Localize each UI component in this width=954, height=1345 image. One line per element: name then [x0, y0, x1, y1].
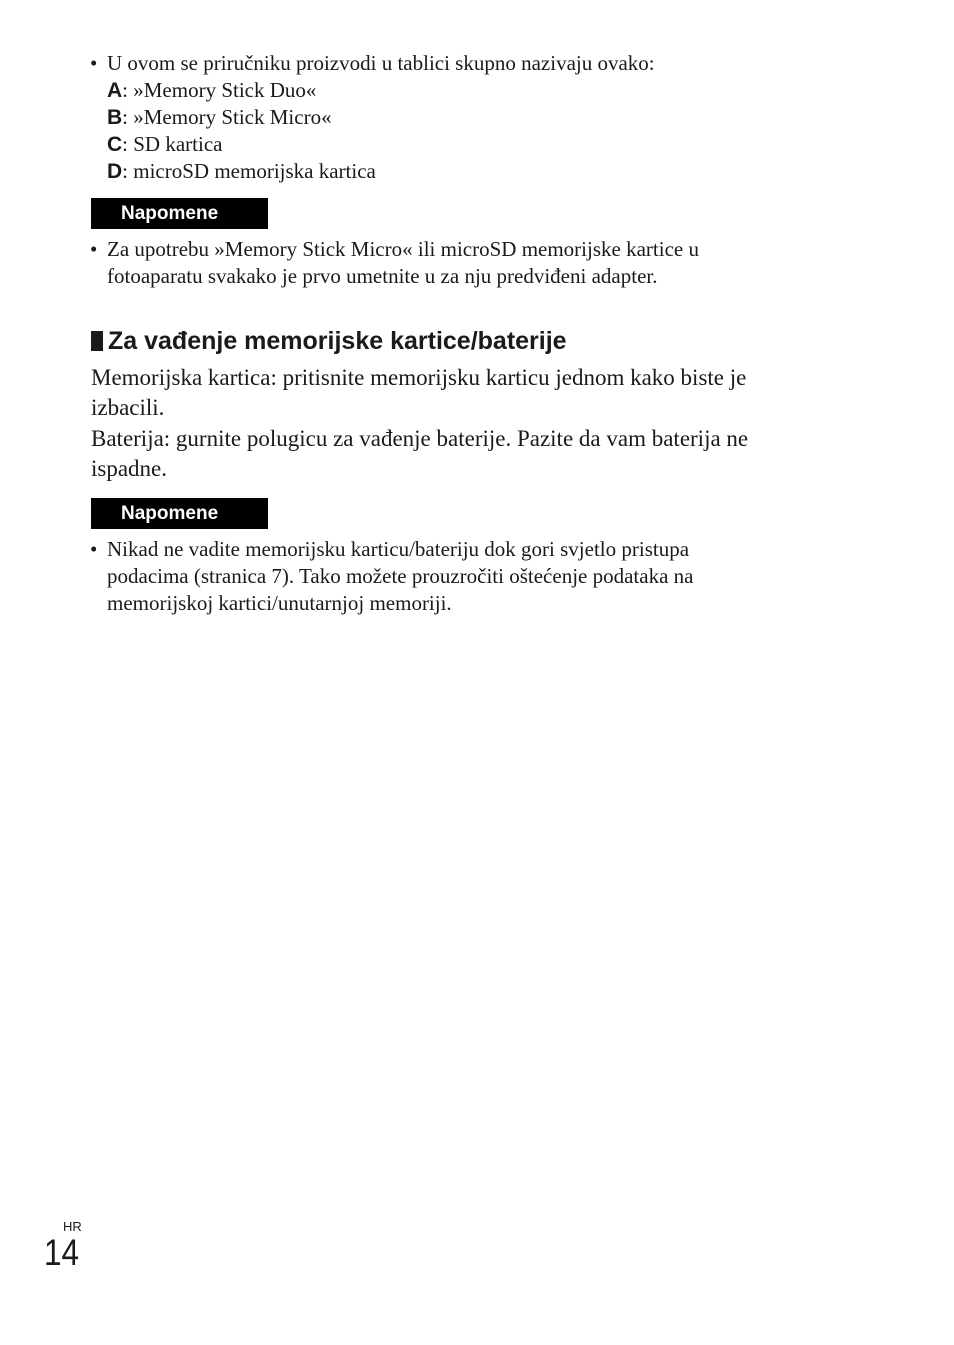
paragraph-memory-card: Memorijska kartica: pritisnite memorijsku karticu jednom kako biste je izbacili.: [91, 365, 747, 420]
product-item-b: B: »Memory Stick Micro«: [107, 105, 332, 129]
note-line: Za upotrebu »Memory Stick Micro« ili microSD memorijske kartice u: [107, 237, 699, 261]
product-item-d: D: microSD memorijska kartica: [107, 159, 376, 183]
bullet-marker: •: [90, 537, 98, 561]
note-line: memorijskoj kartici/unutarnjoj memoriji.: [107, 591, 452, 615]
intro-text: U ovom se priručniku proizvodi u tablici skupno nazivaju ovako:: [107, 51, 655, 75]
heading-marker-icon: [91, 331, 103, 351]
notes-heading-2: Napomene: [91, 498, 268, 529]
section-heading-text: Za vađenje memorijske kartice/baterije: [108, 327, 567, 355]
bullet-marker: •: [90, 237, 98, 261]
note-line: podacima (stranica 7). Tako možete prouzročiti oštećenje podataka na: [107, 564, 694, 588]
note-line: fotoaparatu svakako je prvo umetnite u za nju predviđeni adapter.: [107, 264, 658, 288]
note-line: Nikad ne vadite memorijsku karticu/bateriju dok gori svjetlo pristupa: [107, 537, 690, 561]
page-number: 14: [44, 1232, 79, 1273]
product-item-c: C: SD kartica: [107, 132, 223, 156]
language-code: HR: [63, 1219, 82, 1234]
notes-heading-1: Napomene: [91, 198, 268, 229]
product-item-a: A: »Memory Stick Duo«: [107, 78, 317, 102]
section-heading: [91, 325, 567, 357]
bullet-marker: •: [90, 51, 98, 75]
paragraph-battery: Baterija: gurnite polugicu za vađenje baterije. Pazite da vam baterija ne ispadne.: [91, 426, 749, 481]
